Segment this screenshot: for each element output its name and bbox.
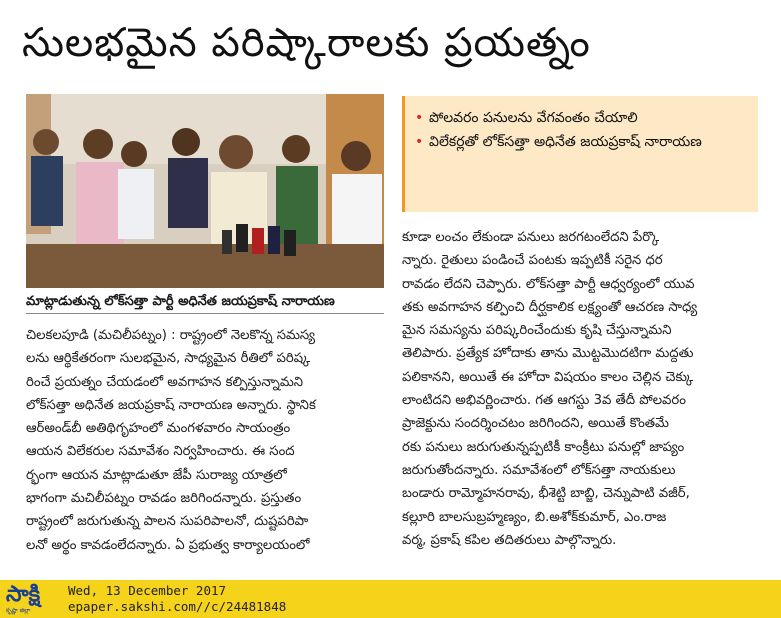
highlight-item — [415, 130, 750, 154]
press-meet-photo — [26, 94, 384, 288]
article-column-right — [402, 226, 758, 552]
article-line: రావడం లేదని చెప్పారు. లోక్‌సత్తా పార్టీ ఆధ్వర్యంలో యువ — [402, 276, 695, 292]
article-line: ర్భంగా ఆయన మాట్లాడుతూ జేపీ సురాజ్య యాత్రలో — [26, 467, 287, 483]
photo-caption: మాట్లాడుతున్న లోక్‌సత్తా పార్టీ అధినేత జయప్రకాష్ నారాయణ — [26, 291, 384, 314]
article-line: రకు పనులు జరుగుతున్నప్పటికీ కాంక్రీటు పనుల్లో జాప్యం — [402, 439, 685, 455]
highlight-text: పోలవరం పనులను వేగవంతం చేయాలి — [429, 110, 638, 126]
article-line: తెలిపారు. ప్రత్యేక హోదాకు తాను మొట్టమొదటిగా మద్దతు — [402, 346, 694, 362]
article-line: చిలకలపూడి (మచిలీపట్నం) : రాష్ట్రంలో నెలకొన్న సమస్య — [26, 328, 316, 343]
article-line: రాష్ట్రంలో జరుగుతున్న పాలన సుపరిపాలనో, దుష్టపరిపా — [26, 514, 309, 530]
article-line: లాంటిదని అభివర్ణించారు. గత ఆగస్టు 3వ తేదీ పోలవరం — [402, 393, 686, 409]
article-line: తకు అవగాహన కల్పించి దీర్ఘకాలిక లక్ష్యంతో ఆచరణ సాధ్య — [402, 299, 698, 315]
bullet-icon: • — [415, 110, 424, 126]
article-line: జరుగుతోందన్నారు. సమావేశంలో లోక్‌సత్తా నాయకులు — [402, 462, 676, 478]
article-column-left — [26, 324, 388, 557]
article-line: కల్లూరి బాలసుబ్రహ్మణ్యం, బి.అశోక్‌కుమార్, ఎం.రాజ — [402, 509, 667, 525]
logo-subtext: కృష్ణా జిల్లా — [6, 607, 31, 614]
article-line: బండారు రామ్మోహనరావు, భీశెట్టి బాబ్జి, చెన్నుపాటి వజీర్, — [402, 486, 690, 502]
article-line: మైన సమస్యను పరిష్కరించేందుకు కృషి చేస్తున్నామని — [402, 323, 672, 339]
article-line: ఆర్‌అండ్‌బీ అతిథిగృహంలో మంగళవారం సాయంత్రం — [26, 421, 291, 437]
highlight-text: విలేకర్లతో లోక్‌సత్తా అధినేత జయప్రకాష్ నారాయణ — [429, 134, 702, 150]
article-line: ఆయన విలేకరుల సమావేశం నిర్వహించారు. ఈ సంద — [26, 444, 295, 460]
footer-bar — [0, 580, 781, 618]
article-line: న్నారు. రైతులు పండించే పంటకు ఇప్పటికీ సరైన ధర — [402, 253, 663, 269]
article-line: ప్రాజెక్టును సందర్శించటం జరిగిందని, అయితే కొంతమే — [402, 416, 670, 432]
logo-text: సాక్షి — [6, 582, 41, 607]
news-photo — [26, 94, 384, 288]
highlights-box — [402, 96, 758, 212]
sakshi-logo[interactable] — [4, 582, 60, 616]
highlight-item — [415, 106, 750, 130]
article-line: వర్మ, ప్రకాష్ కపిల తదితరులు పాల్గొన్నారు. — [402, 532, 617, 548]
article-line: లోక్‌సత్తా అధినేత జయప్రకాష్ నారాయణ అన్నారు. స్థానిక — [26, 397, 316, 413]
article-line: లనో అర్థం కావడంలేదన్నారు. ఏ ప్రభుత్వ కార్యాలయంలో — [26, 537, 310, 553]
headline: సులభమైన పరిష్కారాలకు ప్రయత్నం — [22, 20, 591, 66]
bullet-icon: • — [415, 134, 424, 150]
publication-date: Wed, 13 December 2017 — [68, 583, 227, 598]
epaper-link[interactable]: epaper.sakshi.com//c/24481848 — [68, 599, 287, 614]
article-line: కూడా లంచం లేకుండా పనులు జరగటంలేదని పేర్కొ — [402, 230, 660, 245]
article-line: పలికానని, అయితే ఈ హోదా విషయం కాలం చెల్లిన చెక్కు — [402, 369, 694, 385]
article-line: రించే ప్రయత్నం చేయడంలో అవగాహన కల్పిస్తున్నామని — [26, 374, 304, 390]
article-line: లను ఆర్థికేతరంగా సులభమైన, సాధ్యమైన రీతిలో పరిష్క — [26, 351, 311, 367]
article-line: భాగంగా మచిలీపట్నం రావడం జరిగిందన్నారు. ప్రస్తుతం — [26, 491, 302, 507]
